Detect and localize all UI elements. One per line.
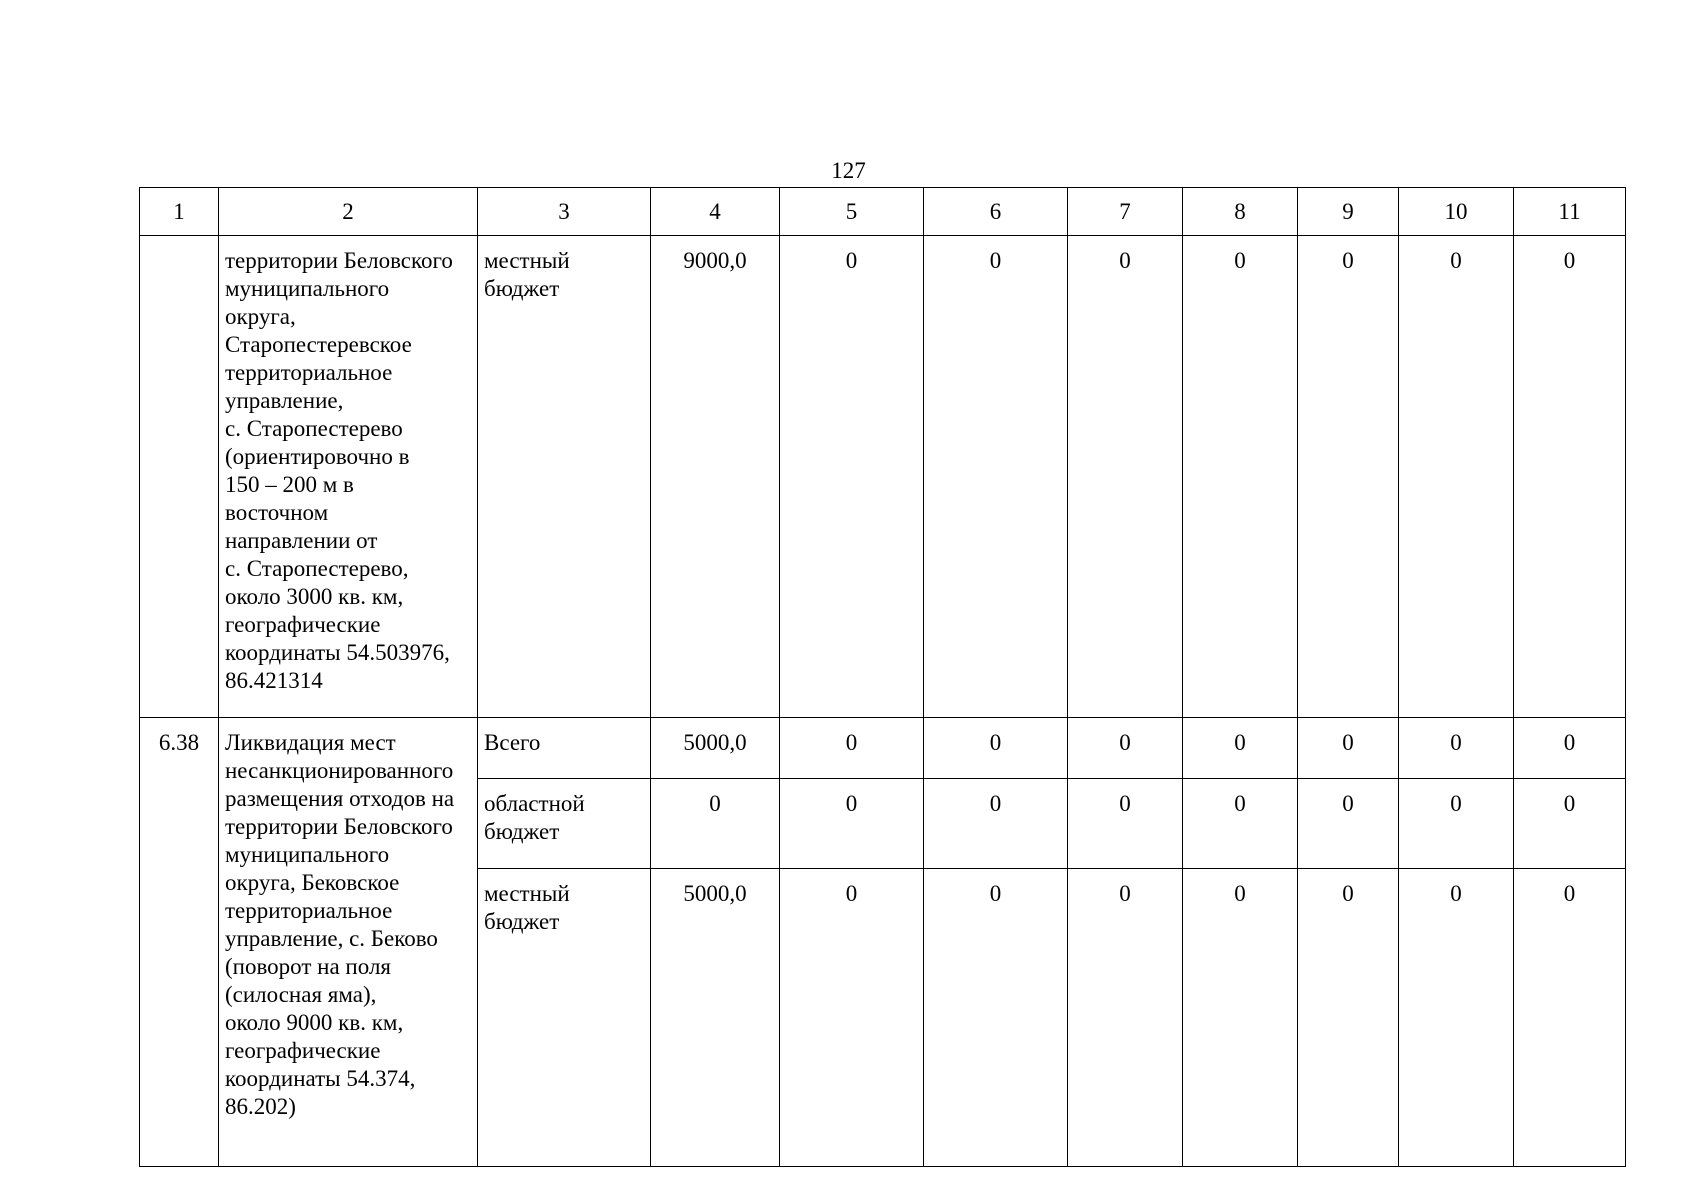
value-cell-col-5: 0: [780, 236, 924, 718]
page-number: 127: [831, 158, 866, 183]
value-cell-col-8: 0: [1183, 779, 1298, 869]
value-cell-col-8: 0: [1183, 236, 1298, 718]
description-line: размещения отходов на: [225, 786, 455, 811]
value-cell-col-7: 0: [1068, 236, 1183, 718]
column-header: 7: [1068, 188, 1183, 236]
value-cell-col-9: 0: [1298, 236, 1399, 718]
description-line: направлении от: [225, 528, 378, 553]
description-cell: [219, 236, 478, 718]
funding-source-cell: [478, 869, 651, 1167]
value-cell-col-7: 0: [1068, 779, 1183, 869]
value-cell-col-6: 0: [924, 869, 1068, 1167]
description-line: территориальное: [225, 360, 393, 385]
description-line: около 3000 кв. км,: [225, 584, 404, 609]
funding-source-line: местный: [484, 881, 570, 906]
description-line: муниципального: [225, 842, 390, 867]
description-line: (силосная яма),: [225, 982, 377, 1007]
description-line: координаты 54.374,: [225, 1066, 416, 1091]
funding-source-line: Всего: [484, 730, 541, 755]
description-line: с. Старопестерево: [225, 416, 403, 441]
column-header: 6: [924, 188, 1068, 236]
value-cell-col-11: 0: [1514, 718, 1626, 779]
description-line: (ориентировочно в: [225, 444, 410, 469]
value-cell-col-6: 0: [924, 779, 1068, 869]
value-cell-col-10: 0: [1399, 718, 1514, 779]
description-line: Старопестеревское: [225, 332, 412, 357]
description-line: муниципального: [225, 276, 390, 301]
row-number-cell: [140, 236, 219, 718]
budget-table: [139, 187, 1626, 1167]
value-cell-col-10: 0: [1399, 869, 1514, 1167]
value-cell-col-5: 0: [780, 718, 924, 779]
column-header: 3: [478, 188, 651, 236]
description-line: Ликвидация мест: [225, 730, 396, 755]
description-line: восточном: [225, 500, 329, 525]
table-row: [140, 236, 1626, 718]
value-cell-col-10: 0: [1399, 779, 1514, 869]
column-header: 1: [140, 188, 219, 236]
description-line: территории Беловского: [225, 814, 453, 839]
description-line: (поворот на поля: [225, 954, 391, 979]
funding-source-line: местный: [484, 248, 570, 273]
description-line: около 9000 кв. км,: [225, 1010, 404, 1035]
description-line: управление, с. Беково: [225, 926, 438, 951]
funding-source-cell: [478, 718, 651, 779]
value-cell-col-7: 0: [1068, 869, 1183, 1167]
funding-source-line: бюджет: [484, 276, 560, 301]
value-cell-col-5: 0: [780, 779, 924, 869]
description-line: с. Старопестерево,: [225, 556, 409, 581]
value-cell-col-6: 0: [924, 236, 1068, 718]
column-header: 8: [1183, 188, 1298, 236]
description-line: географические: [225, 1038, 381, 1063]
value-cell-col-11: 0: [1514, 779, 1626, 869]
description-line: несанкционированного: [225, 758, 454, 783]
value-cell-col-5: 0: [780, 869, 924, 1167]
description-line: территориальное: [225, 898, 393, 923]
column-header: 9: [1298, 188, 1399, 236]
column-header: 5: [780, 188, 924, 236]
row-number-cell: 6.38: [140, 718, 219, 1167]
value-cell-col-8: 0: [1183, 869, 1298, 1167]
description-cell: [219, 718, 478, 1167]
column-header: 10: [1399, 188, 1514, 236]
value-cell-col-8: 0: [1183, 718, 1298, 779]
value-cell-col-11: 0: [1514, 236, 1626, 718]
description-line: управление,: [225, 388, 344, 413]
funding-source-line: бюджет: [484, 909, 560, 934]
description-line: территории Беловского: [225, 248, 453, 273]
value-cell-col-4: 0: [651, 779, 780, 869]
value-cell-col-7: 0: [1068, 718, 1183, 779]
value-cell-col-4: 9000,0: [651, 236, 780, 718]
funding-source-cell: [478, 779, 651, 869]
table-row: [140, 718, 1626, 779]
value-cell-col-4: 5000,0: [651, 718, 780, 779]
value-cell-col-6: 0: [924, 718, 1068, 779]
value-cell-col-9: 0: [1298, 779, 1399, 869]
table-header-row: [140, 188, 1626, 236]
column-header: 2: [219, 188, 478, 236]
column-header: 11: [1514, 188, 1626, 236]
value-cell-col-9: 0: [1298, 869, 1399, 1167]
description-line: географические: [225, 612, 381, 637]
description-line: 86.202): [225, 1094, 296, 1119]
description-line: координаты 54.503976,: [225, 640, 450, 665]
funding-source-cell: [478, 236, 651, 718]
column-header: 4: [651, 188, 780, 236]
value-cell-col-11: 0: [1514, 869, 1626, 1167]
description-line: 86.421314: [225, 668, 323, 693]
value-cell-col-4: 5000,0: [651, 869, 780, 1167]
funding-source-line: бюджет: [484, 819, 560, 844]
description-line: округа,: [225, 304, 296, 329]
value-cell-col-9: 0: [1298, 718, 1399, 779]
description-line: округа, Бековское: [225, 870, 400, 895]
funding-source-line: областной: [484, 791, 585, 816]
description-line: 150 – 200 м в: [225, 472, 354, 497]
value-cell-col-10: 0: [1399, 236, 1514, 718]
